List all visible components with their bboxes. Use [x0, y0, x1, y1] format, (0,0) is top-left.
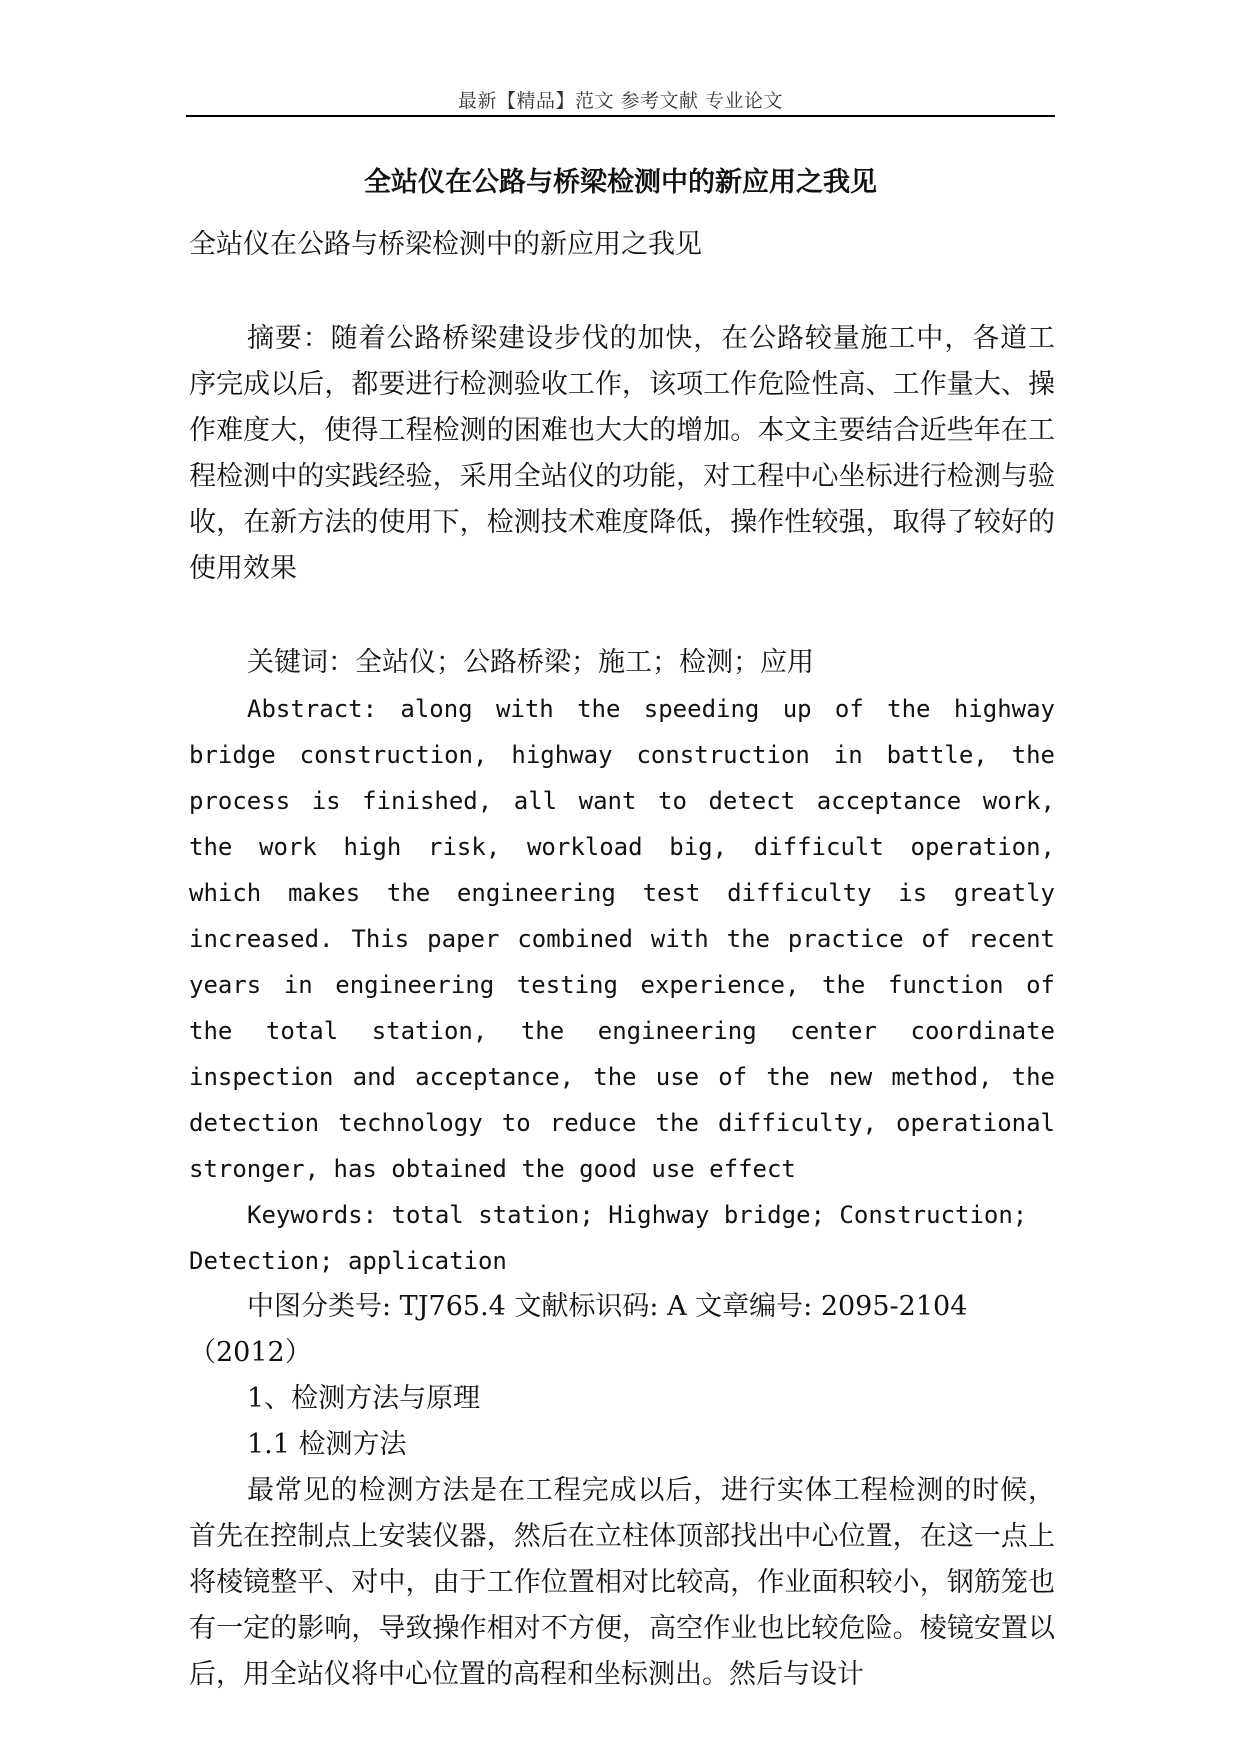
section-heading-1: 1、检测方法与原理: [247, 1383, 481, 1414]
section-heading-1-1: 1.1 检测方法: [247, 1429, 407, 1460]
classification-line: 中图分类号: TJ765.4 文献标识码: A 文章编号: 2095-2104（2012）: [189, 1291, 968, 1368]
document-subtitle: 全站仪在公路与桥梁检测中的新应用之我见: [189, 229, 702, 260]
keywords-en: Keywords: total station; Highway bridge; Construction; Detection; application: [189, 1201, 1028, 1275]
body-paragraph: 最常见的检测方法是在工程完成以后，进行实体工程检测的时候，首先在控制点上安装仪器，然后在立柱体顶部找出中心位置，在这一点上将棱镜整平、对中，由于工作位置相对比较高，作业面积较小，钢筋笼也有一定的影响，导致操作相对不方便，高空作业也比较危险。棱镜安置以后，用全站仪将中心位置的高程和坐标测出。然后与设计: [189, 1475, 1055, 1690]
abstract-en: Abstract: along with the speeding up of the highway bridge construction, highway construction in battle, the process is finished, all want to detect acceptance work, the work high risk, workload big, difficult operation, which makes the engineering test difficulty is greatly increased. This paper combined with the practice of recent years in engineering testing experience, the function of the total station, the engineering center coordinate inspection and acceptance, the use of the new method, the detection technology to reduce the difficulty, operational stronger, has obtained the good use effect: [189, 695, 1055, 1183]
header-divider: [186, 115, 1055, 117]
page-header: 最新【精品】范文 参考文献 专业论文: [457, 90, 784, 112]
document-body: [189, 222, 1055, 1698]
abstract-cn: 摘要：随着公路桥梁建设步伐的加快，在公路较量施工中，各道工序完成以后，都要进行检测验收工作，该项工作危险性高、工作量大、操作难度大，使得工程检测的困难也大大的增加。本文主要结合近些年在工程检测中的实践经验，采用全站仪的功能，对工程中心坐标进行检测与验收，在新方法的使用下，检测技术难度降低，操作性较强，取得了较好的使用效果: [189, 323, 1055, 584]
document-title: 全站仪在公路与桥梁检测中的新应用之我见: [364, 167, 877, 198]
keywords-cn: 关键词：全站仪；公路桥梁；施工；检测；应用: [247, 647, 814, 678]
